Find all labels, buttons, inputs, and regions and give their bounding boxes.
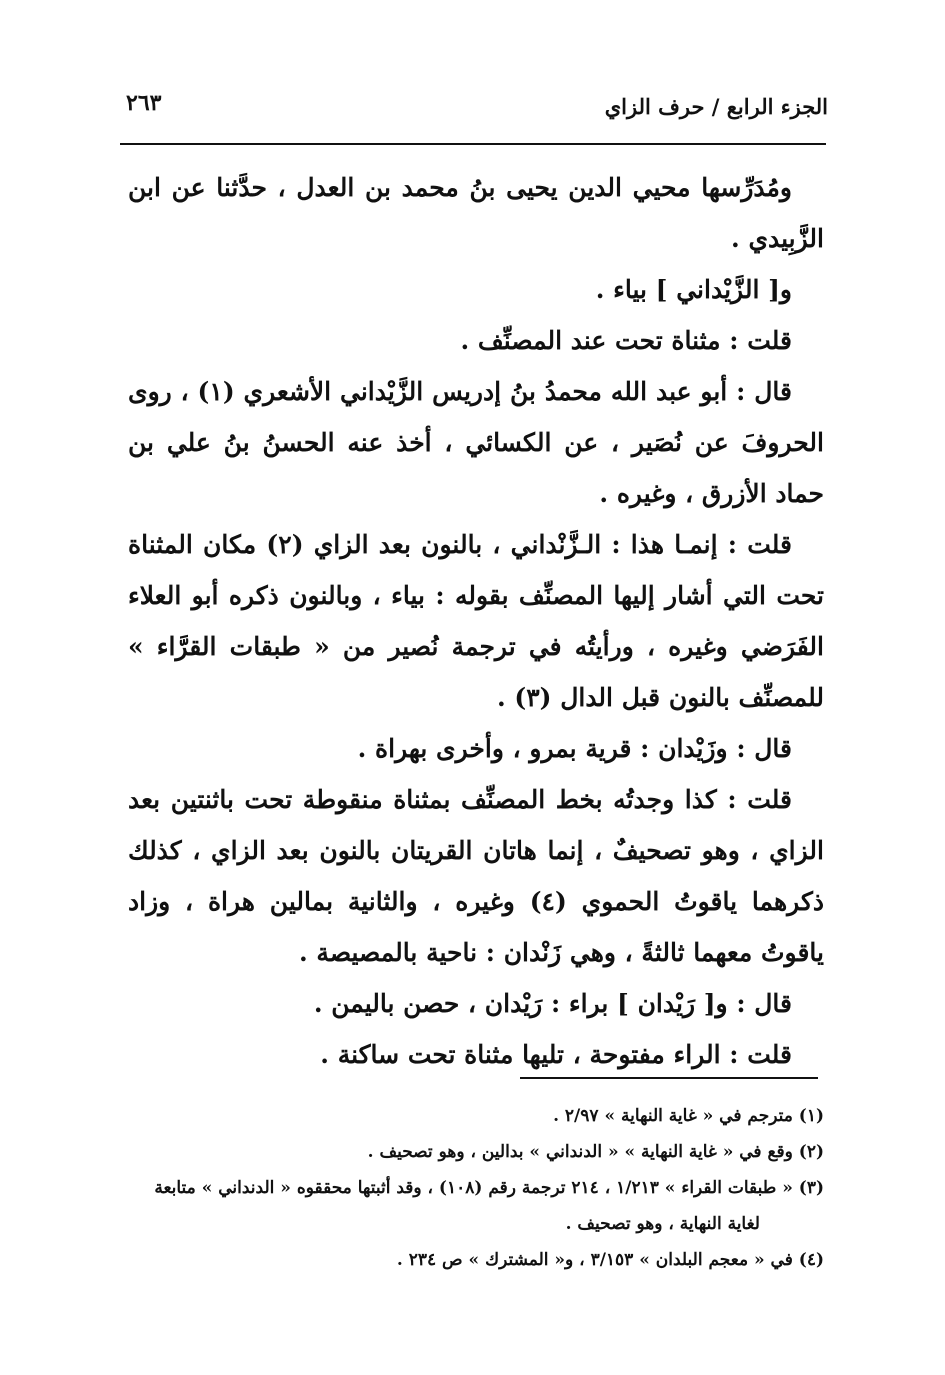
paragraph: ومُدَرِّسها محيي الدين يحيى بنُ محمد بن العدل ، حدَّثنا عن ابن الزَّبِيدي . xyxy=(128,173,824,253)
paragraph: قال : وزَيْدان : قرية بمرو ، وأخرى بهراة . xyxy=(357,734,792,763)
footnote: (٤) في « معجم البلدان » ٣/١٥٣ ، و« المشترك » ص ٢٣٤ . xyxy=(396,1250,824,1270)
paragraph: قلت : إنمـا هذا : الـزَّنْداني ، بالنون بعد الزاي (٢) مكان المثناة تحت التي أشار إليها المصنِّف بقوله : بياء ، وبالنون ذكره أبو العلاء الفَرَضي وغيره ، ورأيتُه في ترجمة نُصير من « طبقات القرَّاء » للمصنِّف بالنون قبل الدال (٣) . xyxy=(128,530,824,712)
header-rule xyxy=(120,143,826,145)
footnote-rule xyxy=(520,1077,818,1079)
paragraph: قلت : كذا وجدتُه بخط المصنِّف بمثناة منقوطة تحت باثنتين بعد الزاي ، وهو تصحيفٌ ، إنما هاتان القريتان بالنون بعد الزاي ، كذلك ذكرهما ياقوتُ الحموي (٤) وغيره ، والثانية بمالين هراة ، وزاد ياقوتُ معهما ثالثةً ، وهي زَنْدان : ناحية بالمصيصة . xyxy=(128,785,824,967)
main-text xyxy=(128,162,824,1080)
footnotes xyxy=(124,1098,824,1278)
footnote: (١) مترجم في « غاية النهاية » ٢/٩٧ . xyxy=(553,1106,824,1126)
paragraph: و[ الزَّيْداني ] بياء . xyxy=(595,275,792,304)
paragraph: قال : أبو عبد الله محمدُ بنُ إدريس الزَّيْداني الأشعري (١) ، روى الحروفَ عن نُصَير ، عن الكسائي ، أخذ عنه الحسنُ بنُ علي بن حماد الأزرق ، وغيره . xyxy=(128,377,824,508)
paragraph: قلت : الراء مفتوحة ، تليها مثناة تحت ساكنة . xyxy=(320,1040,792,1069)
paragraph: قلت : مثناة تحت عند المصنِّف . xyxy=(460,326,792,355)
page-header xyxy=(120,84,828,140)
footnote: (٣) « طبقات القراء » ١/٢١٣ ، ٢١٤ ترجمة رقم (١٠٨) ، وقد أثبتها محققوه « الدنداني » متابعة xyxy=(154,1178,824,1198)
footnote: (٢) وقع في « غاية النهاية » « الدنداني » بدالين ، وهو تصحيف . xyxy=(367,1142,824,1162)
footnote-continuation: لغاية النهاية ، وهو تصحيف . xyxy=(565,1214,760,1234)
paragraph: قال : و[ رَيْدان ] براء : رَيْدان ، حصن باليمن . xyxy=(313,989,792,1018)
running-title: الجزء الرابع / حرف الزاي xyxy=(604,94,828,119)
page-number: ٢٦٣ xyxy=(126,90,162,116)
